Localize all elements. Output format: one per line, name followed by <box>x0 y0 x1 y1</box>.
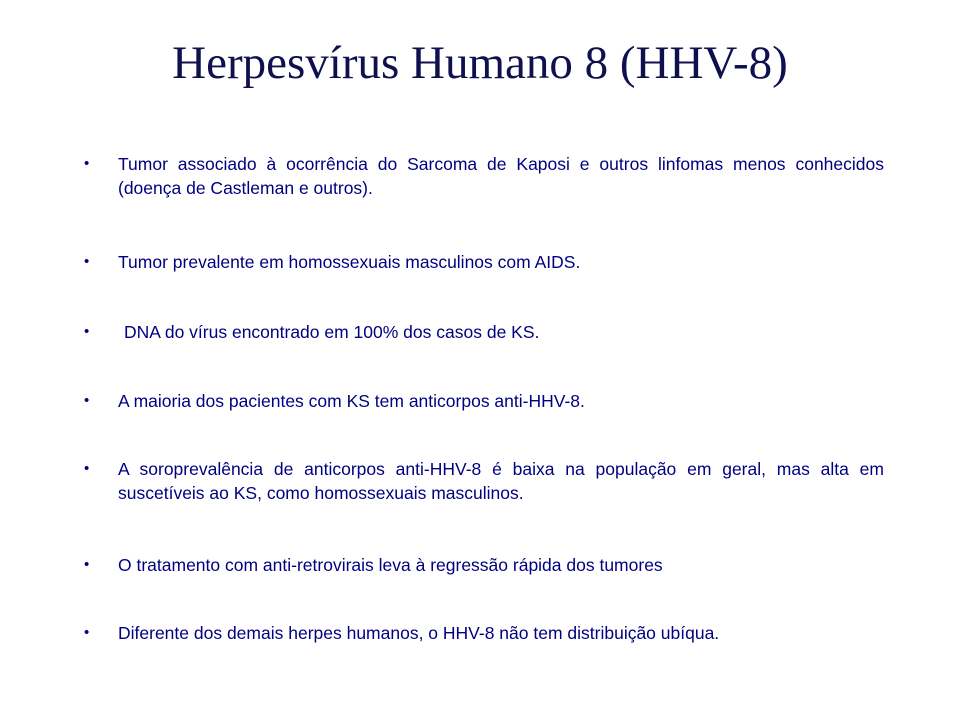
bullet-icon: • <box>84 253 90 270</box>
bullet-item <box>84 152 884 200</box>
bullet-icon: • <box>84 624 90 641</box>
bullet-icon: • <box>84 556 90 573</box>
bullet-item <box>84 621 884 645</box>
bullet-item <box>84 320 884 344</box>
bullet-item <box>84 250 884 274</box>
slide-title: Herpesvírus Humano 8 (HHV-8) <box>172 37 788 89</box>
bullet-text: A maioria dos pacientes com KS tem anticorpos anti-HHV-8. <box>118 391 585 411</box>
bullet-icon: • <box>84 323 90 340</box>
bullet-text: A soroprevalência de anticorpos anti-HHV-8 é baixa na população em geral, mas alta em suscetíveis ao KS, como homossexuais masculinos. <box>118 459 884 503</box>
bullet-item <box>84 553 884 577</box>
bullet-item <box>84 457 884 505</box>
bullet-text: Tumor prevalente em homossexuais masculinos com AIDS. <box>118 252 581 272</box>
bullet-icon: • <box>84 155 90 172</box>
bullet-text: Tumor associado à ocorrência do Sarcoma de Kaposi e outros linfomas menos conhecidos (doença de Castleman e outros). <box>118 154 884 198</box>
bullet-icon: • <box>84 392 90 409</box>
bullet-text: O tratamento com anti-retrovirais leva à regressão rápida dos tumores <box>118 555 663 575</box>
bullet-text: DNA do vírus encontrado em 100% dos casos de KS. <box>124 322 540 342</box>
bullet-text: Diferente dos demais herpes humanos, o HHV-8 não tem distribuição ubíqua. <box>118 623 720 643</box>
bullet-item <box>84 389 884 413</box>
bullet-icon: • <box>84 460 90 477</box>
